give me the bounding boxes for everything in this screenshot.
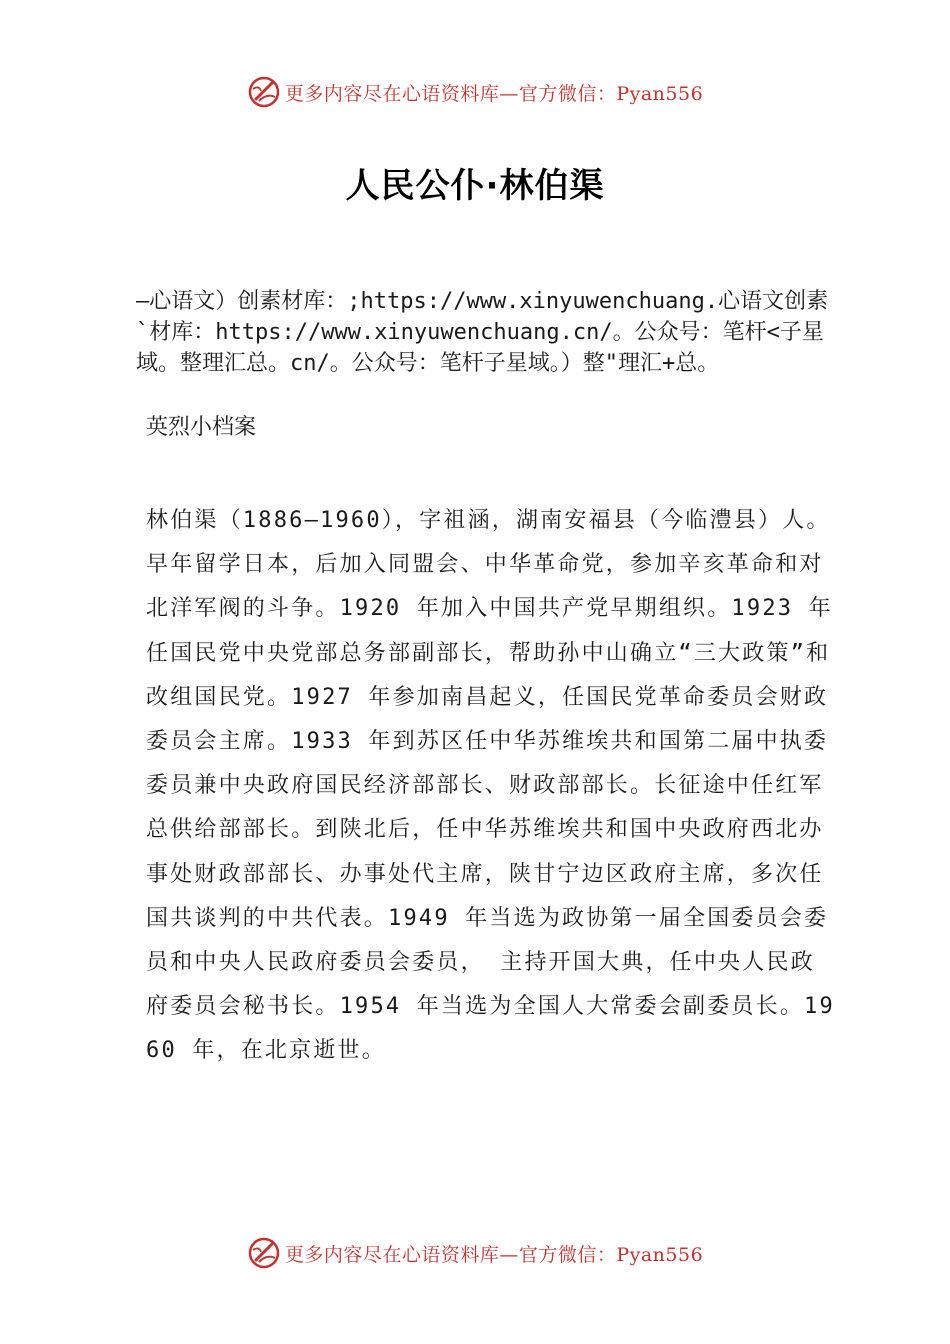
source-note: —心语文）创素材库：;https://www.xinyuwenchuang.心语文创素`材库：https://www.xinyuwenchuang.cn/。公众号：笔杆<子星域。整理汇总。cn/。公众号：笔杆子星域。）整"理汇+总。 — [136, 289, 829, 376]
logo-icon — [247, 1236, 281, 1270]
archive-label: 英烈小档案 — [146, 415, 257, 440]
footer-banner — [0, 1233, 950, 1273]
page-title: 人民公仆·林伯渠 — [345, 166, 605, 206]
header-banner-text — [285, 79, 703, 106]
header-banner-wechat: Pyan556 — [616, 82, 704, 105]
header-banner — [0, 72, 950, 112]
logo-icon — [247, 75, 281, 109]
header-banner-label: 更多内容尽在心语资料库—官方微信： — [284, 82, 617, 105]
footer-banner-wechat: Pyan556 — [616, 1243, 704, 1266]
footer-banner-label: 更多内容尽在心语资料库—官方微信： — [284, 1243, 617, 1266]
biography-paragraph: 林伯渠（1886—1960），字祖涵，湖南安福县（今临澧县）人。早年留学日本，后加入同盟会、中华革命党，参加辛亥革命和对北洋军阀的斗争。1920 年加入中国共产党早期组织。1923 年任国民党中央党部总务部副部长，帮助孙中山确立“三大政策”和改组国民党。1927 年参加南昌起义，任国民党革命委员会财政委员会主席。1933 年到苏区任中华苏维埃共和国第二届中执委委员兼中央政府国民经济部部长、财政部部长。长征途中任红军总供给部部长。到陕北后，任中华苏维埃共和国中央政府西北办事处财政部部长、办事处代主席，陕甘宁边区政府主席，多次任国共谈判的中共代表。1949 年当选为政协第一届全国委员会委员和中央人民政府委员会委员， 主持开国大典，任中央人民政府委员会秘书长。1954 年当选为全国人大常委会副委员长。1960 年，在北京逝世。 — [146, 508, 835, 1064]
footer-banner-text — [285, 1240, 703, 1267]
